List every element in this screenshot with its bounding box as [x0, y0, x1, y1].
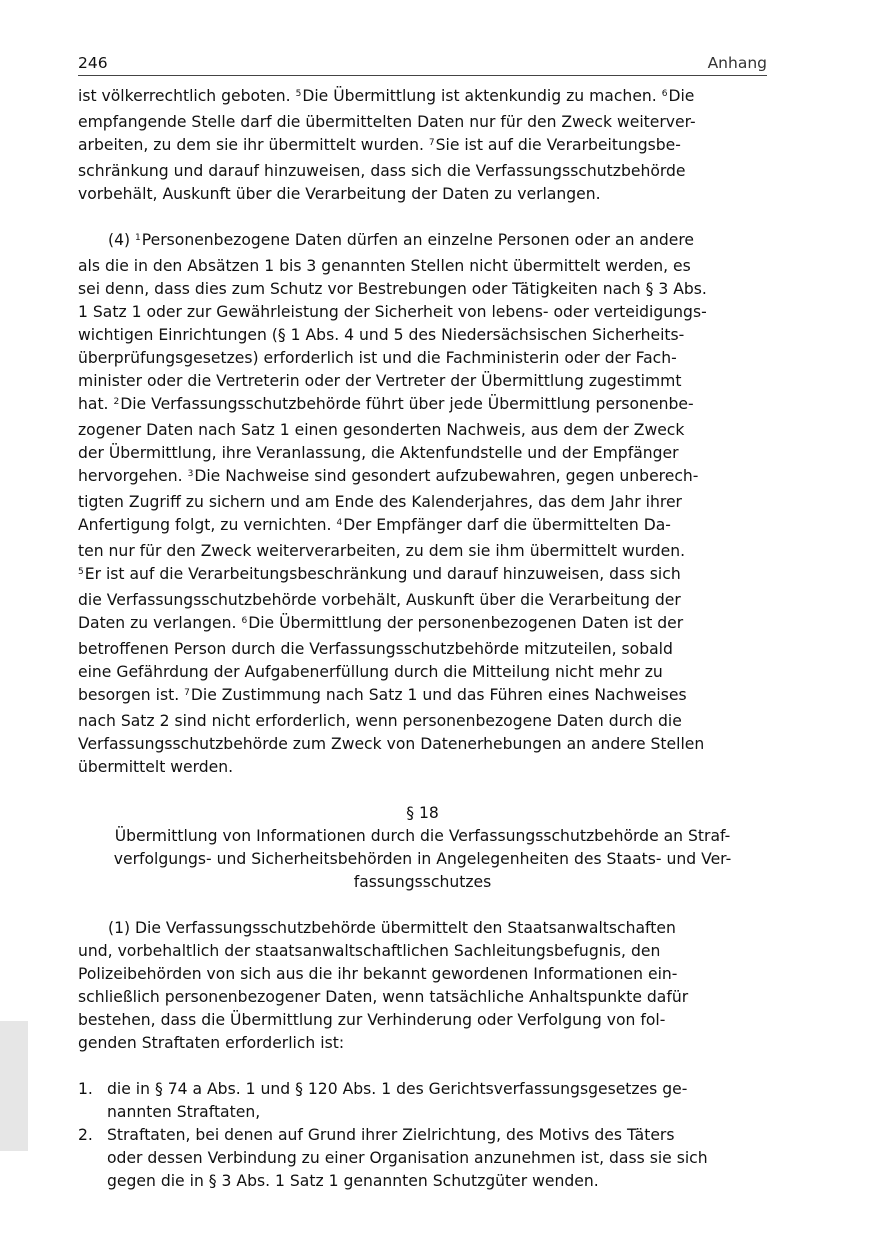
text-line: (1) Die Verfassungsschutzbehörde übermittelt den Staatsanwaltschaften: [108, 919, 676, 937]
section-number: § 18: [406, 804, 439, 822]
header-rule: [78, 75, 767, 76]
paragraph-4: [78, 229, 767, 779]
list-number: 1.: [78, 1080, 93, 1098]
text-line: genden Straftaten erforderlich ist:: [78, 1034, 345, 1052]
section-title-line: verfolgungs- und Sicherheitsbehörden in Angelegenheiten des Staats- und Ver-: [113, 850, 732, 868]
section-title-line: fassungsschutzes: [353, 873, 492, 891]
text-line: eine Gefährdung der Aufgabenerfüllung durch die Mitteilung nicht mehr zu: [78, 663, 663, 681]
text-line: hervorgehen. $^3$Die Nachweise sind gesondert aufzubewahren, gegen unberech-: [78, 467, 699, 485]
text-line: der Übermittlung, ihre Veranlassung, die Aktenfundstelle und der Empfänger: [78, 444, 679, 462]
text-line: die in § 74 a Abs. 1 und § 120 Abs. 1 des Gerichtsverfassungsgesetzes ge-: [107, 1080, 688, 1098]
text-line: übermittelt werden.: [78, 758, 234, 776]
running-header: [78, 52, 767, 74]
text-line: nannten Straftaten,: [107, 1103, 261, 1121]
text-line: vorbehält, Auskunft über die Verarbeitung der Daten zu verlangen.: [78, 185, 601, 203]
text-line: minister oder die Vertreterin oder der Vertreter der Übermittlung zugestimmt: [78, 372, 682, 390]
text-line: wichtigen Einrichtungen (§ 1 Abs. 4 und 5 des Niedersächsischen Sicherheits-: [78, 326, 685, 344]
text-line: Verfassungsschutzbehörde zum Zweck von Datenerhebungen an andere Stellen: [78, 735, 705, 753]
text-line: Daten zu verlangen. $^6$Die Übermittlung der personenbezogenen Daten ist der: [78, 614, 684, 632]
text-line: ist völkerrechtlich geboten. $^5$Die Übermittlung ist aktenkundig zu machen. $^6$Die: [78, 87, 695, 105]
text-line: ten nur für den Zweck weiterverarbeiten, zu dem sie ihm übermittelt wurden.: [78, 542, 686, 560]
text-line: überprüfungsgesetzes) erforderlich ist und die Fachministerin oder der Fach-: [78, 349, 677, 367]
text-line: arbeiten, zu dem sie ihr übermittelt wurden. $^7$Sie ist auf die Verarbeitungsbe-: [78, 136, 681, 154]
paragraph-continuation: [78, 85, 767, 206]
text-line: sei denn, dass dies zum Schutz vor Bestrebungen oder Tätigkeiten nach § 3 Abs.: [78, 280, 707, 298]
page-number: 246: [78, 54, 108, 72]
text-line: hat. $^2$Die Verfassungsschutzbehörde führt über jede Übermittlung personenbe-: [78, 395, 694, 413]
text-line: die Verfassungsschutzbehörde vorbehält, Auskunft über die Verarbeitung der: [78, 591, 681, 609]
text-line: tigten Zugriff zu sichern und am Ende des Kalenderjahres, das dem Jahr ihrer: [78, 493, 682, 511]
text-line: schließlich personenbezogener Daten, wenn tatsächliche Anhaltspunkte dafür: [78, 988, 689, 1006]
text-line: zogener Daten nach Satz 1 einen gesonderten Nachweis, aus dem der Zweck: [78, 421, 685, 439]
thumb-index-tab: [0, 1021, 28, 1151]
text-line: 1 Satz 1 oder zur Gewährleistung der Sicherheit von lebens- oder verteidigungs-: [78, 303, 707, 321]
text-line: betroffenen Person durch die Verfassungsschutzbehörde mitzuteilen, sobald: [78, 640, 673, 658]
text-line: besorgen ist. $^7$Die Zustimmung nach Satz 1 und das Führen eines Nachweises: [78, 686, 687, 704]
text-line: (4) $^1$Personenbezogene Daten dürfen an einzelne Personen oder an andere: [108, 231, 695, 249]
list-item: [78, 1078, 767, 1124]
list-number: 2.: [78, 1126, 93, 1144]
text-line: gegen die in § 3 Abs. 1 Satz 1 genannten Schutzgüter wenden.: [107, 1172, 599, 1190]
section-heading: [78, 802, 767, 894]
text-line: schränkung und darauf hinzuweisen, dass sich die Verfassungsschutzbehörde: [78, 162, 686, 180]
paragraph-1: [78, 917, 767, 1055]
section-title: Anhang: [707, 54, 767, 72]
text-line: und, vorbehaltlich der staatsanwaltschaftlichen Sachleitungsbefugnis, den: [78, 942, 661, 960]
text-line: Anfertigung folgt, zu vernichten. $^4$Der Empfänger darf die übermittelten Da-: [78, 516, 671, 534]
text-line: bestehen, dass die Übermittlung zur Verhinderung oder Verfolgung von fol-: [78, 1011, 666, 1029]
text-line: Straftaten, bei denen auf Grund ihrer Zielrichtung, des Motivs des Täters: [107, 1126, 675, 1144]
text-line: empfangende Stelle darf die übermittelten Daten nur für den Zweck weiterver-: [78, 113, 696, 131]
text-line: Polizeibehörden von sich aus die ihr bekannt gewordenen Informationen ein-: [78, 965, 678, 983]
section-title-line: Übermittlung von Informationen durch die Verfassungsschutzbehörde an Straf-: [114, 827, 731, 845]
list-item: [78, 1124, 767, 1193]
text-line: oder dessen Verbindung zu einer Organisation anzunehmen ist, dass sie sich: [107, 1149, 708, 1167]
text-line: als die in den Absätzen 1 bis 3 genannten Stellen nicht übermittelt werden, es: [78, 257, 691, 275]
numbered-list: [78, 1078, 767, 1193]
text-line: nach Satz 2 sind nicht erforderlich, wenn personenbezogene Daten durch die: [78, 712, 682, 730]
text-line: $^5$Er ist auf die Verarbeitungsbeschränkung und darauf hinzuweisen, dass sich: [78, 565, 681, 583]
page-body: [78, 85, 767, 1193]
